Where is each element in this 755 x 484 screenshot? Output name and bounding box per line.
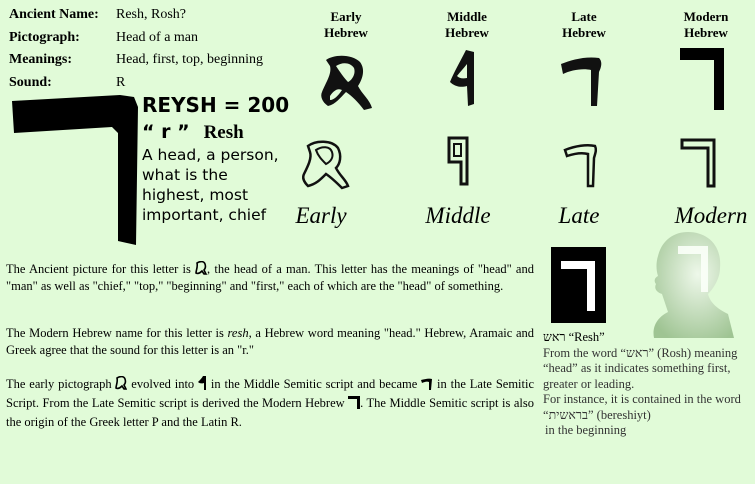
card-meaning: A head, a person, what is the highest, most important, chief: [142, 146, 279, 224]
info-label: Meanings:: [9, 52, 72, 67]
paragraph-ancient-picture: The Ancient picture for this letter is , the head of a man. This letter has the meanings of "head" and "man" as well as "chief," "top," "beginning" and "first," each of which are the "head" of something.: [6, 262, 534, 293]
late-script-resh-icon: [421, 378, 433, 390]
column-header-modern: Modern Hebrew: [683, 9, 729, 40]
info-value: Resh, Rosh?: [116, 7, 186, 22]
info-row-pictograph: [9, 27, 263, 50]
late-script-outline-icon: [561, 140, 601, 188]
rosh-explanation: From the word “ראש” (Rosh) meaning “head” as it indicates something first, greater or leading.: [543, 345, 738, 391]
info-value: Head of a man: [116, 29, 199, 45]
middle-script-large-icon: [448, 50, 482, 106]
info-row-meanings: [9, 49, 263, 72]
letter-name: Resh: [203, 122, 244, 143]
resh-word-line: ראש “Resh”: [543, 330, 605, 344]
pictograph-head-icon: [115, 376, 127, 390]
info-value: R: [116, 74, 126, 90]
modern-resh-tile: [551, 247, 606, 323]
info-label: Pictograph:: [9, 29, 80, 45]
early-pictograph-outline-icon: [298, 138, 354, 190]
info-table: [9, 4, 263, 94]
info-label: Ancient Name:: [9, 7, 99, 22]
modern-resh-icon: [348, 396, 360, 409]
reysh-numeric-value: REYSH = 200: [142, 93, 290, 117]
large-modern-resh-glyph: [12, 93, 138, 245]
resh-name-line: [142, 121, 244, 144]
middle-script-outline-icon: [443, 134, 473, 186]
info-value: Head, first, top, beginning: [116, 52, 263, 67]
script-label-late: Late: [558, 203, 600, 228]
sound-quote: “ r ”: [142, 121, 190, 143]
bereshiyt-explanation: For instance, it is contained in the word “בראשית” (bereshiyt): [543, 392, 741, 422]
pictograph-head-icon: [195, 261, 207, 275]
late-script-large-icon: [559, 54, 605, 108]
paragraph-evolution: The early pictograph evolved into in the Middle Semitic script and became in the Late Semitic Script. From the Late Semitic script is derived the Modern Hebrew . The Middle Semitic script is also the origin of the Greek letter P and the Latin R.: [6, 377, 535, 429]
script-label-early: Early: [295, 203, 347, 228]
info-row-sound: [9, 72, 263, 95]
head-profile-figure-icon: [648, 232, 734, 338]
column-header-middle: Middle Hebrew: [445, 9, 489, 40]
script-label-middle: Middle: [425, 203, 491, 228]
paragraph-modern-name: The Modern Hebrew name for this letter is resh, a Hebrew word meaning "head." Hebrew, Aramaic and Greek agree that the sound for this letter is an "r.": [6, 326, 534, 357]
modern-resh-tile-glyph-icon: [551, 247, 606, 323]
script-label-modern: Modern: [674, 203, 748, 228]
side-notes: [543, 330, 753, 439]
early-pictograph-large-icon: [316, 52, 378, 114]
modern-script-outline-icon: [680, 136, 718, 188]
info-row-ancient-name: [9, 4, 263, 27]
in-the-beginning: in the beginning: [545, 423, 627, 437]
info-label: Sound:: [9, 74, 52, 90]
column-header-late: Late Hebrew: [562, 9, 606, 40]
column-header-early: Early Hebrew: [324, 9, 368, 40]
modern-script-large-icon: [680, 48, 724, 112]
middle-script-resh-icon: [198, 376, 207, 390]
